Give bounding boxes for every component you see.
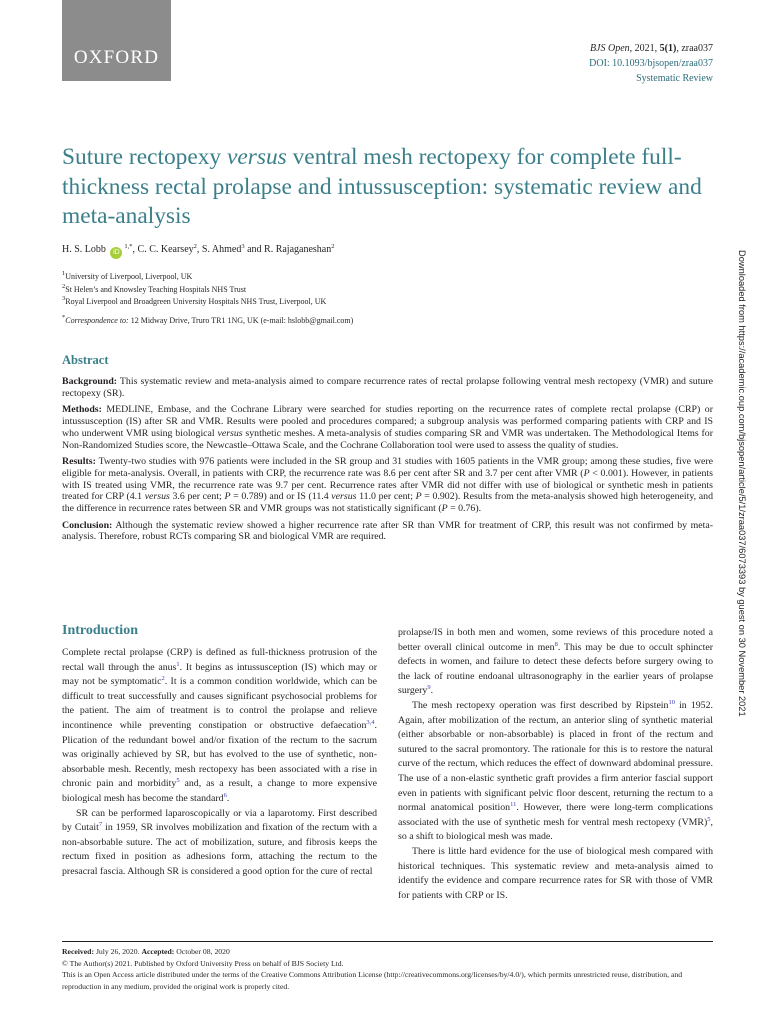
- paragraph-text: in 1959, SR involves mobilization and fixation of the rectum with a non-absorbable suture. The act of mobilization, suture, and fibrosis keeps the rectum fixed in position as adhesions form, attaching the rectum to the presacral fascia. Although SR is considered a good option for the cure of rectal: [62, 822, 378, 877]
- affiliation-number: 1: [62, 270, 66, 277]
- results-text: = 0.789) and or IS (11.4: [230, 491, 332, 503]
- received-date: July 26, 2020.: [94, 947, 142, 956]
- p-value-symbol: P: [415, 491, 422, 503]
- journal-name: BJS Open: [589, 43, 630, 54]
- reference-link[interactable]: 1: [176, 660, 180, 668]
- received-label: Received:: [62, 947, 95, 956]
- reference-link[interactable]: 2: [161, 675, 165, 683]
- affiliation-item: [62, 296, 326, 309]
- results-italic: versus: [331, 491, 357, 503]
- abstract-conclusion: [62, 520, 713, 543]
- accepted-date: October 08, 2020: [174, 947, 230, 956]
- author-list: [62, 243, 334, 259]
- abstract-methods: [62, 404, 713, 451]
- reference-link[interactable]: 5: [707, 815, 711, 823]
- paragraph-text: in 1952. Again, after mobilization of the rectum, an anterior sling of synthetic material (either absorbable or non-absorbable) is placed in front of the rectum and sutured to the sacral promontory. The rationale for this is to restore the natural curve of the rectum, which reduces the effect of downward abdominal pressure. The use of a non-elastic synthetic graft provides a firm anterior fascial support even in patients with significant pelvic floor descent, returning the rectum to a normal anatomical position: [398, 699, 713, 814]
- results-text: < 0.001). However, in patients with IS treated using VMR, the recurrence rate was 9.7 per cent. Recurrence rates after VMR did not differ with use of biological or synthetic mesh in patients treated for CRP (4.1: [62, 467, 713, 503]
- paragraph-text: . Plication of the redundant bowel and/or fixation of the rectum to the sacrum was originally achieved by SR, but has evolved to the use of synthetic, non-absorbable mesh. Recently, mesh rectopexy has been associated with a rise in chronic pain and morbidity: [62, 719, 377, 790]
- body-column-right: [398, 626, 713, 903]
- author-1: H. S. Lobb: [62, 244, 106, 255]
- journal-citation: [589, 41, 713, 56]
- copyright-line: © The Author(s) 2021. Published by Oxford University Press on behalf of BJS Society Ltd.: [62, 958, 344, 968]
- background-label: Background:: [62, 376, 118, 387]
- publisher-logo-text: OXFORD: [73, 47, 160, 68]
- reference-link[interactable]: 11: [510, 801, 517, 809]
- footer-divider: [62, 941, 713, 942]
- reference-link[interactable]: 8: [554, 640, 558, 648]
- paragraph: There is little hard evidence for the use of biological mesh compared with historical techniques. This systematic review and meta-analysis aimed to identify the evidence and compare recurrence rates for SR with those of VMR for patients with CRP or IS.: [398, 845, 713, 901]
- abstract-background: [62, 376, 713, 399]
- paragraph: [398, 699, 713, 845]
- paragraph-text: prolapse/IS in both men and women, some reviews of this procedure noted a better overall clinical outcome in men: [398, 627, 713, 653]
- affiliation-number: 2: [62, 282, 66, 290]
- correspondence-address: 12 Midway Drive, Truro TR1 1NG, UK (e-mail: hslobb@gmail.com): [128, 316, 354, 325]
- affiliation-item: [62, 284, 326, 297]
- article-type: Systematic Review: [636, 73, 713, 84]
- conclusion-text: Although the systematic review showed a higher recurrence rate after SR than VMR for treatment of CRP, this result was not confirmed by meta-analysis. Therefore, robust RCTs comparing SR and biological VMR are required.: [62, 519, 713, 543]
- p-value-symbol: P: [224, 491, 231, 503]
- author-2-affil: 2: [193, 243, 197, 250]
- dates-line: [62, 946, 713, 958]
- affiliation-text: University of Liverpool, Liverpool, UK: [65, 272, 193, 281]
- reference-link[interactable]: 10: [668, 698, 675, 706]
- paragraph-text: The mesh rectopexy operation was first described by Ripstein: [412, 699, 669, 711]
- citation-article-id: , zraa037: [676, 43, 713, 54]
- paragraph-text: . It is a common condition worldwide, which can be difficult to treat successfully and causes significant psychosocial problems for the patient. The aim of treatment is to control the prolapse and relieve incontinence while preventing constipation or obstructive defaecation: [62, 676, 377, 731]
- download-side-note: [735, 250, 751, 780]
- paragraph-text: . This may be due to occult sphincter defects in women, and failure to detect these defects before surgery owing to the lack of routine endoanal ultrasonography in the earlier years of prolapse surgery: [398, 641, 713, 697]
- methods-italic: versus: [217, 427, 243, 439]
- title-italic: versus: [226, 144, 287, 170]
- paragraph-text: . However, there were long-term complications associated with the use of synthetic mesh for ventral mesh rectopexy (VMR): [398, 802, 713, 828]
- introduction-heading: Introduction: [62, 623, 138, 638]
- abstract-results: [62, 456, 713, 515]
- correspondence-mark: *: [62, 314, 66, 321]
- body-column-left: [62, 646, 377, 880]
- journal-citation-block: [589, 41, 713, 86]
- affiliation-text: Royal Liverpool and Broadgreen University Hospitals NHS Trust, Liverpool, UK: [65, 297, 327, 306]
- reference-link[interactable]: 5: [176, 777, 180, 785]
- paragraph-text: and, as a result, a change to more expensive biological mesh has become the standard: [62, 778, 378, 804]
- publisher-logo: [62, 0, 171, 81]
- author-2: , C. C. Kearsey: [132, 244, 194, 255]
- author-4-affil: 2: [331, 243, 335, 250]
- correspondence: [62, 315, 353, 327]
- title-part-2: ventral mesh rectopexy for complete full-thickness rectal prolapse and intussusception: systematic review and meta-analysis: [62, 144, 702, 229]
- results-text: 11.0 per cent;: [356, 491, 416, 503]
- license-text: This is an Open Access article distributed under the terms of the Creative Commons Attribution License (http://creativecommons.org/licenses/by/4.0/), which permits unrestricted reuse, distribution, and reproduction in any medium, provided the original work is properly cited.: [62, 970, 683, 991]
- methods-label: Methods:: [62, 404, 102, 416]
- results-text: Twenty-two studies with 976 patients were included in the SR group and 31 studies with 1605 patients in the VMR group; among these studies, five were eligible for meta-analysis. Overall, in patients with CRP, the recurrence rate was 8.6 per cent after SR and 3.7 per cent after VMR (: [62, 456, 713, 479]
- author-4: and R. Rajaganeshan: [244, 244, 332, 255]
- paragraph: [62, 807, 377, 880]
- reference-link[interactable]: 3,4: [366, 718, 375, 726]
- title-part-1: Suture rectopexy: [62, 144, 227, 170]
- affiliation-number: 3: [62, 295, 66, 302]
- p-value-symbol: P: [583, 467, 590, 479]
- author-3-affil: 3: [241, 243, 245, 250]
- footer: [62, 946, 713, 992]
- reference-link[interactable]: 6: [223, 791, 227, 799]
- orcid-icon[interactable]: iD: [110, 247, 122, 259]
- results-text: = 0.902). Results from the meta-analysis showed high heterogeneity, and the difference in recurrence rates between SR and VMR groups was not statistically significant (: [62, 491, 713, 515]
- paragraph-text: .: [226, 792, 230, 804]
- doi-link[interactable]: DOI: 10.1093/bjsopen/zraa037: [589, 58, 713, 69]
- results-label: Results:: [62, 456, 96, 468]
- citation-year: , 2021,: [629, 43, 660, 54]
- affiliation-text: St Helen’s and Knowsley Teaching Hospitals NHS Trust: [65, 284, 247, 294]
- abstract-heading: Abstract: [62, 353, 109, 367]
- conclusion-label: Conclusion:: [62, 519, 113, 531]
- paragraph-text: , so a shift to biological mesh was made.: [398, 816, 713, 843]
- accepted-label: Accepted:: [141, 947, 175, 956]
- article-title: [62, 143, 712, 232]
- correspondence-label: Correspondence to:: [65, 316, 129, 325]
- affiliation-item: [62, 271, 326, 284]
- author-1-affil: 1,: [124, 243, 130, 250]
- paragraph: [62, 646, 377, 807]
- p-value-symbol: P: [441, 503, 448, 515]
- background-text: This systematic review and meta-analysis aimed to compare recurrence rates of rectal prolapse following ventral mesh rectopexy (VMR) and suture rectopexy (SR).: [62, 376, 713, 399]
- download-note-text: Downloaded from https://academic.oup.com/bjsopen/article/5/1/zraa037/6073393 by guest on 30 November 2021: [737, 250, 747, 717]
- results-italic: versus: [144, 491, 170, 503]
- paragraph-text: . It begins as intussusception (IS) which may or may not be symptomatic: [62, 661, 378, 688]
- affiliations: [62, 271, 326, 309]
- paragraph-text: .: [430, 685, 434, 697]
- paragraph: [398, 626, 713, 699]
- author-3: , S. Ahmed: [196, 244, 242, 255]
- results-text: 3.6 per cent;: [169, 491, 225, 503]
- corresponding-mark: *: [129, 243, 133, 250]
- reference-link[interactable]: 9: [427, 684, 431, 692]
- methods-text: synthetic meshes. A meta-analysis of studies comparing SR and VMR was undertaken. The Methodological Items for Non-Randomized Studies score, the Newcastle–Ottawa Scale, and the Cochrane Collaboration tool were used to assess the quality of studies.: [62, 427, 713, 451]
- reference-link[interactable]: 7: [98, 821, 103, 829]
- abstract-body: [62, 376, 713, 548]
- citation-volume: 5(1): [659, 43, 677, 54]
- paragraph-text: Complete rectal prolapse (CRP) is defined as full-thickness protrusion of the rectal wall through the anus: [62, 647, 377, 673]
- results-text: = 0.76).: [447, 503, 482, 515]
- paragraph-text: SR can be performed laparoscopically or via a laparotomy. First described by Cutait: [62, 807, 377, 834]
- methods-text: MEDLINE, Embase, and the Cochrane Library were searched for studies reporting on the recurrence rates of complete rectal prolapse (CRP) or intussusception (IS) after SR and VMR. Results were pooled and procedures compared; a subgroup analysis was performed comparing patients with CRP and IS who underwent VMR using biological: [62, 404, 713, 439]
